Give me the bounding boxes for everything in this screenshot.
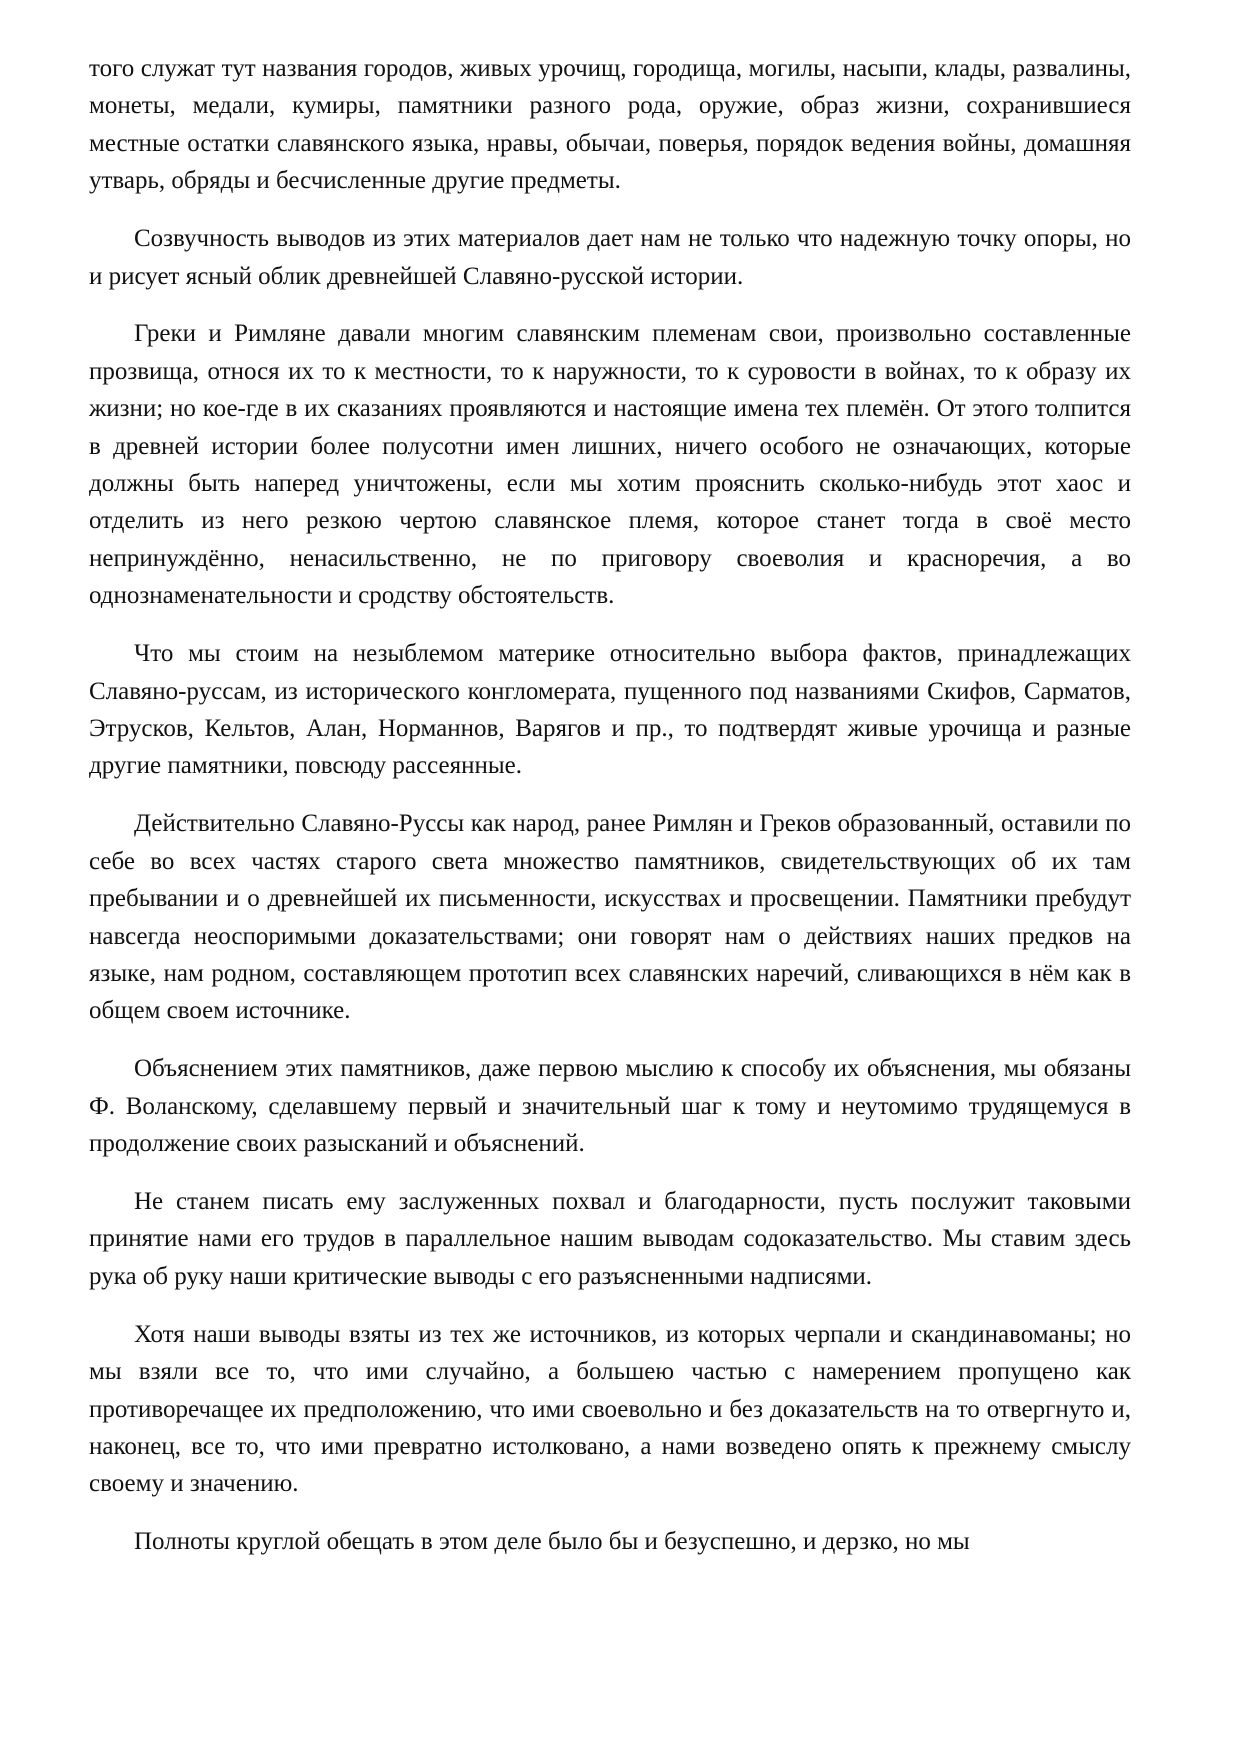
paragraph-9: Полноты круглой обещать в этом деле было бы и безуспешно, и дерзко, но мы	[134, 1528, 970, 1556]
paragraph-5: Действительно Славяно-Руссы как народ, ранее Римлян и Греков образованный, оставили по себе во всех частях старого света множество памятников, свидетельствующих об их там пребывании и о древнейшей их письменности, искусствах и просвещении. Памятники пребудут навсегда неоспоримыми доказательствами; они говорят нам о действиях наших предков на языке, нам родном, составляющем прототип всех славянских наречий, сливающихся в нём как в общем своем источнике.	[89, 810, 1131, 1025]
document-page	[89, 50, 1131, 1581]
paragraph-6: Объяснением этих памятников, даже первою мыслию к способу их объяснения, мы обязаны Ф. Воланскому, сделавшему первый и значительный шаг к тому и неутомимо трудящемуся в продолжение своих разысканий и объяснений.	[89, 1055, 1131, 1158]
paragraph-3: Греки и Римляне давали многим славянским племенам свои, произвольно составленные прозвища, относя их то к местности, то к наружности, то к суровости в войнах, то к образу их жизни; но кое-где в их сказаниях проявляются и настоящие имена тех племён. От этого толпится в древней истории более полусотни имен лишних, ничего особого не означающих, которые должны быть наперед уничтожены, если мы хотим прояснить сколько-нибудь этот хаос и отделить из него резкою чертою славянское племя, которое станет тогда в своё место непринуждённо, ненасильственно, не по приговору своеволия и красноречия, а во однознаменательности и сродству обстоятельств.	[89, 320, 1131, 610]
paragraph-2: Созвучность выводов из этих материалов дает нам не только что надежную точку опоры, но и рисует ясный облик древнейшей Славяно-русской истории.	[89, 225, 1131, 290]
paragraph-7: Не станем писать ему заслуженных похвал и благодарности, пусть послужит таковыми принятие нами его трудов в параллельное нашим выводам содоказательство. Мы ставим здесь рука об руку наши критические выводы с его разъясненными надписями.	[89, 1187, 1131, 1290]
paragraph-4: Что мы стоим на незыблемом материке относительно выбора фактов, принадлежащих Славяно-руссам, из исторического конгломерата, пущенного под названиями Скифов, Сарматов, Этрусков, Кельтов, Алан, Норманнов, Варягов и пр., то подтвердят живые урочища и разные другие памятники, повсюду рассеянные.	[89, 640, 1131, 780]
paragraph-1: того служат тут названия городов, живых урочищ, городища, могилы, насыпи, клады, развалины, монеты, медали, кумиры, памятники разного рода, оружие, образ жизни, сохранившиеся местные остатки славянского языка, нравы, обычаи, поверья, порядок ведения войны, домашняя утварь, обряды и бесчисленные другие предметы.	[89, 55, 1131, 195]
paragraph-8: Хотя наши выводы взяты из тех же источников, из которых черпали и скандинавоманы; но мы взяли все то, что ими случайно, а большею частью с намерением пропущено как противоречащее их предположению, что ими своевольно и без доказательств на то отвергнуто и, наконец, все то, что ими превратно истолковано, а нами возведено опять к прежнему смыслу своему и значению.	[89, 1320, 1131, 1498]
